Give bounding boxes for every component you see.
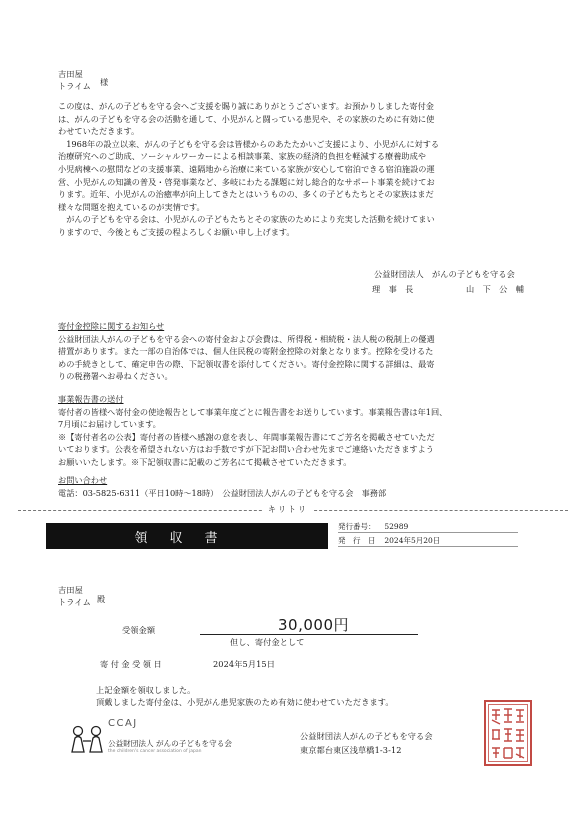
issue-date-label: 発 行 日 (338, 536, 376, 545)
closing-line: 頂戴しました寄付金は、小児がん患児家族のため有効に使わせていただきます。 (96, 697, 394, 708)
logo-abbrev: CCAJ (108, 718, 138, 729)
body-line: 治療研究へのご助成、ソーシャルワーカーによる相談事業、家族の経済的負担を軽減する療養助成や (58, 151, 426, 162)
notice-report (58, 393, 528, 469)
body-line: 小児病棟への慰問などの支援事業、遠隔地から治療に来ている家族が安心して宿泊できる宿泊施設の運 (58, 163, 435, 174)
body-line: がんの子どもを守る会は、小児がんの子どもたちとその家族のためにより充実した活動を続けてまい (58, 214, 435, 225)
notice-line: 措置があります。また一部の自治体では、個人住民税の寄附金控除の対象となります。控除を受けるた (58, 346, 434, 357)
notice-line: お願いいたします。※下記領収書に記載のご芳名にて掲載させていただきます。 (58, 456, 352, 467)
footer-address: 東京都台東区浅草橋1-3-12 (300, 745, 402, 755)
meta-divider (338, 532, 518, 533)
receipt-recipient (58, 584, 91, 609)
letter-body (58, 100, 528, 239)
footer-org: 公益財団法人がんの子どもを守る会 (300, 731, 433, 741)
notice-line: めの手続きとして、確定申告の際、下記領収書を添付してください。寄付金控除に関する詳細は、最寄 (58, 358, 435, 369)
letter-org-name: 公益財団法人 がんの子どもを守る会 (374, 269, 515, 279)
notice-line: 7月頃にお届けしています。 (58, 419, 161, 430)
notice-line: 公益財団法人がんの子どもを守る会への寄付金および会費は、所得税・相続税・法人税の税制上の優遇 (58, 333, 435, 344)
logo-tagline: the children's cancer association of japan (108, 749, 202, 754)
body-line: 様々な問題を抱えているのが実情です。 (58, 201, 205, 212)
recipient-honorific: 様 (100, 77, 109, 87)
body-line: りますので、今後ともご支援の程よろしくお願い申し上げます。 (58, 226, 295, 237)
closing-line: 上記金額を領収しました。 (96, 685, 196, 695)
ccaj-logo (68, 716, 258, 760)
meta-divider (338, 546, 518, 547)
amount-note: 但し、寄付金として (230, 637, 305, 647)
received-date: 2024年5月15日 (213, 659, 276, 669)
received-date-label: 寄付金受領日 (100, 659, 165, 669)
notice-tax-heading: 寄付金控除に関するお知らせ (58, 321, 165, 331)
recipient-line: トライム (58, 597, 91, 608)
receipt-closing (96, 684, 394, 709)
issue-number-label: 発行番号： (338, 522, 376, 531)
official-seal-stamp (484, 700, 532, 766)
amount-underline (200, 634, 418, 635)
issue-number-row (338, 521, 518, 532)
cut-line-label: キリトリ (262, 504, 314, 515)
issue-date: 2024年5月20日 (384, 536, 441, 545)
contact (58, 474, 528, 499)
notice-line: ※【寄付者名の公表】寄付者の皆様へ感謝の意を表し、年間事業報告書にてご芳名を掲載させていただ (58, 431, 435, 442)
recipient-line: トライム (58, 81, 91, 92)
chair-title: 理 事 長 (372, 284, 414, 294)
body-line: 1968年の設立以来、がんの子どもを守る会は皆様からのあたたかいご支援により、小児がんに対する (58, 138, 440, 149)
body-line: ります。近年、小児がんの治癒率が向上してきたとはいうものの、多くの子どもたちとその家族はまだ (58, 189, 434, 200)
issue-number: 52989 (384, 522, 409, 531)
notice-line: りの税務署へお尋ねください。 (58, 371, 173, 382)
issue-date-row (338, 535, 518, 546)
notice-line: いております。公表を希望されない方はお手数ですが下記お問い合わせ先までご連絡いただきますよう (58, 444, 434, 455)
body-line: この度は、がんの子どもを守る会へご支援を賜り誠にありがとうございます。お預かりしました寄付金 (58, 101, 434, 111)
receipt-title: 領収書 (46, 523, 328, 549)
children-illustration-icon (68, 724, 108, 754)
body-line: わせていただきます。 (58, 126, 140, 137)
contact-line: 電話：03-5825-6311（平日10時～18時） 公益財団法人がんの子どもを守る会 事務部 (58, 487, 387, 498)
recipient-line: 吉田屋 (58, 585, 83, 595)
body-line: 営、小児がんの知識の普及・啓発事業など、多岐にわたる課題に対し総合的なサポート事業を続けてお (58, 176, 435, 187)
chair-name: 山 下 公 輔 (466, 284, 525, 294)
contact-heading: お問い合わせ (58, 475, 108, 485)
letter-recipient (58, 68, 91, 93)
amount-value: 30,000円 (278, 616, 349, 634)
logo-org: 公益財団法人 がんの子どもを守る会 (108, 739, 232, 748)
notice-tax (58, 320, 528, 383)
body-line: は、がんの子どもを守る会の活動を通して、小児がんと闘っている患児や、その家族のために有効に使 (58, 113, 435, 124)
notice-line: 寄付者の皆様へ寄付金の使途報告として事業年度ごとに報告書をお送りしています。事業報告書は年1回、 (58, 406, 448, 417)
receipt-honorific: 殿 (97, 594, 106, 604)
seal-glyphs-icon (486, 702, 530, 764)
amount-label: 受領金額 (122, 625, 156, 635)
recipient-line: 吉田屋 (58, 69, 83, 79)
notice-report-heading: 事業報告書の送付 (58, 394, 124, 404)
